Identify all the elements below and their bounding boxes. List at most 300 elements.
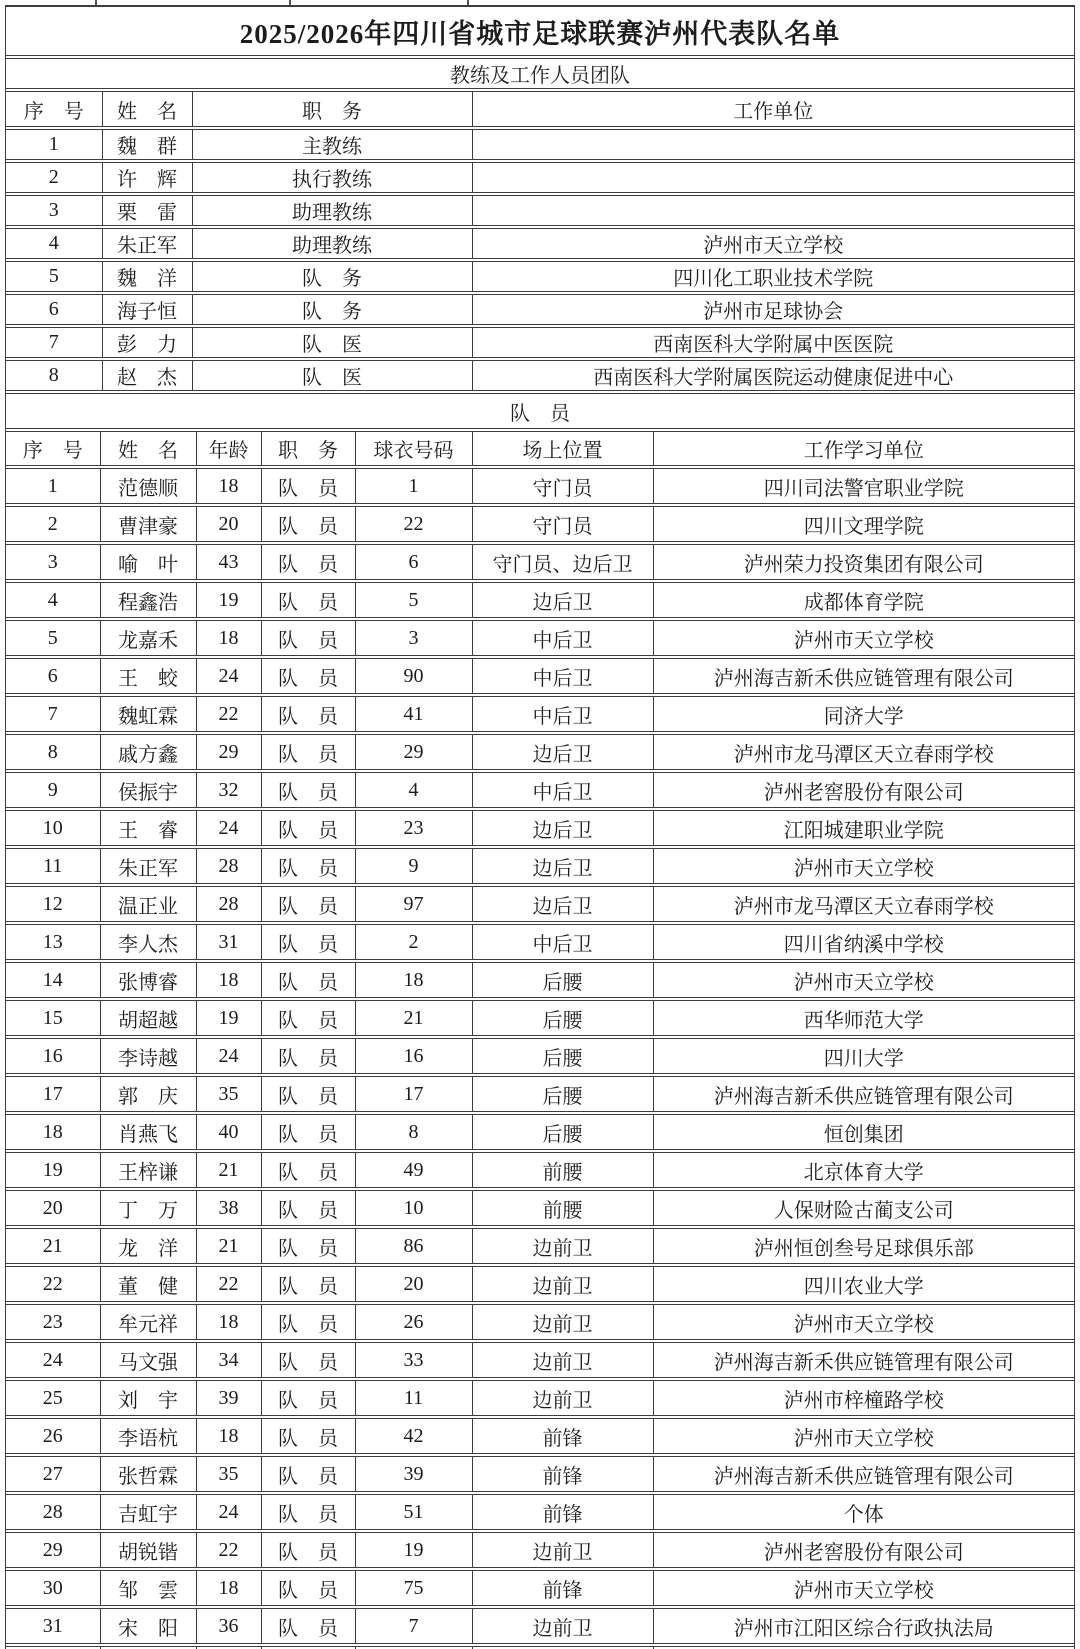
cell-no: 6: [6, 293, 102, 326]
cell-position: 中后卫: [472, 657, 653, 695]
header-cell: 工作学习单位: [653, 432, 1074, 467]
cell-role: 助理教练: [192, 194, 472, 227]
cell-unit: 江阳城建职业学院: [653, 809, 1074, 847]
cell-number: 17: [355, 1075, 472, 1113]
cell-role: 队 务: [192, 293, 472, 326]
cell-number: 2: [355, 923, 472, 961]
cell-position: 边前卫: [472, 1379, 653, 1417]
cell-age: 19: [196, 999, 261, 1037]
cell-unit: 泸州海吉新禾供应链管理有限公司: [653, 1455, 1074, 1493]
cell-age: 19: [196, 581, 261, 619]
cell-age: 20: [196, 505, 261, 543]
cell-unit: 四川大学: [653, 1037, 1074, 1075]
cell-position: 边前卫: [472, 1265, 653, 1303]
cell-age: 43: [196, 543, 261, 581]
cell-position: 中后卫: [472, 695, 653, 733]
cell-role: 助理教练: [192, 227, 472, 260]
cell-name: 喻 叶: [100, 543, 196, 581]
cell-position: 前锋: [472, 1569, 653, 1607]
table-row: [6, 1113, 1074, 1151]
cell-age: 22: [196, 695, 261, 733]
cell-unit: 泸州海吉新禾供应链管理有限公司: [653, 657, 1074, 695]
table-row: [6, 1569, 1074, 1607]
header-cell: 序 号: [6, 432, 100, 467]
cell-unit: 泸州市天立学校: [472, 227, 1074, 260]
cell-no: 2: [6, 505, 100, 543]
table-row: [6, 1455, 1074, 1493]
cell-unit: 个体: [653, 1493, 1074, 1531]
cell-name: 李人杰: [100, 923, 196, 961]
cell-role: 队 员: [261, 1189, 355, 1227]
table-row: [6, 293, 1074, 326]
cell-role: 队 员: [261, 847, 355, 885]
cell-age: 21: [196, 1151, 261, 1189]
cell-no: 4: [6, 581, 100, 619]
cell-position: 边后卫: [472, 809, 653, 847]
cell-position: 边前卫: [472, 1303, 653, 1341]
cell-name: 王 睿: [100, 809, 196, 847]
cell-name: 刘 宇: [100, 1379, 196, 1417]
cell-role: 队 员: [261, 619, 355, 657]
cell-unit: 人保财险古蔺支公司: [653, 1189, 1074, 1227]
table-row: [6, 771, 1074, 809]
cell-age: 22: [196, 1531, 261, 1569]
table-row: [6, 467, 1074, 505]
header-cell: 姓 名: [100, 432, 196, 467]
cell-number: 8: [355, 1113, 472, 1151]
table-row: [6, 999, 1074, 1037]
cell-name: 胡超越: [100, 999, 196, 1037]
cell-number: 51: [355, 1493, 472, 1531]
cell-name: 马文强: [100, 1341, 196, 1379]
cell-role: 队 员: [261, 1379, 355, 1417]
cell-age: 31: [196, 923, 261, 961]
cell-no: 25: [6, 1379, 100, 1417]
cell-name: 魏 群: [102, 128, 192, 161]
table-row: [6, 260, 1074, 293]
cell-number: 41: [355, 695, 472, 733]
cell-no: 8: [6, 733, 100, 771]
cell-unit: 西南医科大学附属中医医院: [472, 326, 1074, 359]
table-row: [6, 1037, 1074, 1075]
cell-role: 队 员: [261, 1075, 355, 1113]
table-row: [6, 326, 1074, 359]
cell-name: 魏虹霖: [100, 695, 196, 733]
cell-age: 40: [196, 1113, 261, 1151]
cell-role: 队 员: [261, 1113, 355, 1151]
table-row: [6, 1493, 1074, 1531]
cell-no: 22: [6, 1265, 100, 1303]
cell-age: 24: [196, 1037, 261, 1075]
cell-age: 38: [196, 1189, 261, 1227]
cell-unit: 北京体育大学: [653, 1151, 1074, 1189]
cell-name: 戚方鑫: [100, 733, 196, 771]
cell-role: 队 员: [261, 733, 355, 771]
cell-role: 队 员: [261, 467, 355, 505]
cell-role: 队 员: [261, 771, 355, 809]
header-cell: 工作单位: [472, 92, 1074, 128]
cell-no: 30: [6, 1569, 100, 1607]
players-section-row: [6, 394, 1074, 430]
cell-number: 6: [355, 543, 472, 581]
cell-no: 15: [6, 999, 100, 1037]
cell-name: 栗 雷: [102, 194, 192, 227]
cell-role: 队 员: [261, 1151, 355, 1189]
cell-name: 龙嘉禾: [100, 619, 196, 657]
players-header-row: [6, 432, 1074, 467]
cell-unit: 泸州市天立学校: [653, 1303, 1074, 1341]
cell-role: 队 员: [261, 543, 355, 581]
cell-number: 33: [355, 1341, 472, 1379]
cell-no: 2: [6, 161, 102, 194]
cell-name: 许 辉: [102, 161, 192, 194]
cell-role: 队 医: [192, 359, 472, 392]
cell-unit: 四川司法警官职业学院: [653, 467, 1074, 505]
cell-role: 队 员: [261, 657, 355, 695]
cell-position: 边前卫: [472, 1607, 653, 1645]
cell-no: 11: [6, 847, 100, 885]
table-row: [6, 194, 1074, 227]
cell-unit: 泸州老窖股份有限公司: [653, 771, 1074, 809]
cell-name: 宋 阳: [100, 1607, 196, 1645]
cell-position: 中后卫: [472, 619, 653, 657]
cell-no: 9: [6, 771, 100, 809]
cell-name: 范德顺: [100, 467, 196, 505]
table-row: [6, 1151, 1074, 1189]
table-row: [6, 161, 1074, 194]
cell-no: 17: [6, 1075, 100, 1113]
table-row: [6, 1303, 1074, 1341]
cell-unit: 泸州市龙马潭区天立春雨学校: [653, 885, 1074, 923]
header-cell: 职 务: [192, 92, 472, 128]
cell-unit: 泸州海吉新禾供应链管理有限公司: [653, 1075, 1074, 1113]
cell-name: 张博睿: [100, 961, 196, 999]
cell-number: 7: [355, 1607, 472, 1645]
cell-name: 龙 洋: [100, 1227, 196, 1265]
cell-number: 5: [355, 581, 472, 619]
cell-name: 朱正军: [102, 227, 192, 260]
cell-position: 边后卫: [472, 885, 653, 923]
cell-age: 35: [196, 1075, 261, 1113]
cell-name: 曹津豪: [100, 505, 196, 543]
page-title: 2025/2026年四川省城市足球联赛泸州代表队名单: [6, 7, 1074, 57]
cell-unit: 泸州市天立学校: [653, 1417, 1074, 1455]
cell-number: 29: [355, 733, 472, 771]
cell-age: 18: [196, 1569, 261, 1607]
table-row: [6, 1189, 1074, 1227]
cell-number: 75: [355, 1569, 472, 1607]
cell-age: 18: [196, 619, 261, 657]
staff-section-bar: [6, 59, 1074, 92]
cell-age: 24: [196, 657, 261, 695]
cell-role: 队 务: [192, 260, 472, 293]
cell-position: 边前卫: [472, 1531, 653, 1569]
cell-number: 42: [355, 1417, 472, 1455]
cell-age: 21: [196, 1227, 261, 1265]
cell-no: 1: [6, 128, 102, 161]
cell-unit: 泸州老窖股份有限公司: [653, 1531, 1074, 1569]
cell-name: 赵 杰: [102, 359, 192, 392]
cell-no: 23: [6, 1303, 100, 1341]
cell-age: 35: [196, 1455, 261, 1493]
table-row: [6, 505, 1074, 543]
cell-unit: 泸州市足球协会: [472, 293, 1074, 326]
cell-role: 队 员: [261, 809, 355, 847]
cell-number: 3: [355, 619, 472, 657]
players-section-bar: [6, 394, 1074, 432]
cell-age: 24: [196, 1493, 261, 1531]
cell-position: 前腰: [472, 1151, 653, 1189]
cell-number: 26: [355, 1303, 472, 1341]
cell-role: 队 员: [261, 1341, 355, 1379]
cell-position: 前锋: [472, 1455, 653, 1493]
cell-number: 90: [355, 657, 472, 695]
cell-no: 27: [6, 1455, 100, 1493]
cell-name: 张哲霖: [100, 1455, 196, 1493]
cell-position: 边后卫: [472, 847, 653, 885]
cell-name: 朱正军: [100, 847, 196, 885]
cell-no: 13: [6, 923, 100, 961]
cell-number: 97: [355, 885, 472, 923]
cell-name: 丁 万: [100, 1189, 196, 1227]
cell-name: 郭 庆: [100, 1075, 196, 1113]
cell-age: 18: [196, 1303, 261, 1341]
cell-position: 后腰: [472, 961, 653, 999]
cell-unit: 成都体育学院: [653, 581, 1074, 619]
cell-name: 王梓谦: [100, 1151, 196, 1189]
cell-number: 39: [355, 1455, 472, 1493]
cell-age: 28: [196, 885, 261, 923]
cell-name: 程鑫浩: [100, 581, 196, 619]
table-row: [6, 543, 1074, 581]
cell-role: 执行教练: [192, 161, 472, 194]
cell-no: 6: [6, 657, 100, 695]
roster-sheet: [5, 5, 1075, 1649]
table-row: [6, 619, 1074, 657]
cell-position: 后腰: [472, 1075, 653, 1113]
cell-no: 16: [6, 1037, 100, 1075]
cell-name: 温正业: [100, 885, 196, 923]
cell-no: 3: [6, 194, 102, 227]
cell-age: 36: [196, 1607, 261, 1645]
cell-position: 边后卫: [472, 581, 653, 619]
cell-unit: 西南医科大学附属医院运动健康促进中心: [472, 359, 1074, 392]
players-section-label: 队 员: [6, 394, 1074, 430]
cell-name: 胡锐锴: [100, 1531, 196, 1569]
cell-position: 前锋: [472, 1417, 653, 1455]
cell-unit: 泸州恒创叁号足球俱乐部: [653, 1227, 1074, 1265]
table-row: [6, 847, 1074, 885]
cell-no: 10: [6, 809, 100, 847]
cell-number: 9: [355, 847, 472, 885]
cell-role: 队 员: [261, 1455, 355, 1493]
cell-no: 24: [6, 1341, 100, 1379]
cell-role: 队 员: [261, 695, 355, 733]
cell-number: 22: [355, 505, 472, 543]
cell-unit: [472, 161, 1074, 194]
cell-no: 19: [6, 1151, 100, 1189]
cell-name: 侯振宇: [100, 771, 196, 809]
cell-unit: 同济大学: [653, 695, 1074, 733]
cell-role: 队 员: [261, 923, 355, 961]
cell-position: 守门员、边后卫: [472, 543, 653, 581]
cell-age: 29: [196, 733, 261, 771]
cell-name: 邹 雲: [100, 1569, 196, 1607]
cell-role: 队 员: [261, 1607, 355, 1645]
cell-no: 18: [6, 1113, 100, 1151]
table-row: [6, 885, 1074, 923]
cell-no: 8: [6, 359, 102, 392]
cell-no: 1: [6, 467, 100, 505]
cell-unit: 西华师范大学: [653, 999, 1074, 1037]
staff-section-row: [6, 59, 1074, 90]
cell-role: 队 员: [261, 1303, 355, 1341]
cell-no: 31: [6, 1607, 100, 1645]
cell-name: 魏 洋: [102, 260, 192, 293]
header-cell: 年龄: [196, 432, 261, 467]
header-cell: 职 务: [261, 432, 355, 467]
cell-number: 10: [355, 1189, 472, 1227]
cell-role: 队 医: [192, 326, 472, 359]
cell-age: 18: [196, 961, 261, 999]
table-row: [6, 581, 1074, 619]
table-row: [6, 359, 1074, 392]
cell-role: 队 员: [261, 999, 355, 1037]
staff-table: [6, 92, 1074, 394]
cell-no: 3: [6, 543, 100, 581]
cell-age: 34: [196, 1341, 261, 1379]
cell-position: 中后卫: [472, 771, 653, 809]
cell-position: 前腰: [472, 1189, 653, 1227]
cell-no: 7: [6, 326, 102, 359]
cell-unit: 泸州市江阳区综合行政执法局: [653, 1607, 1074, 1645]
cell-unit: 泸州海吉新禾供应链管理有限公司: [653, 1341, 1074, 1379]
cell-no: 7: [6, 695, 100, 733]
cell-age: 28: [196, 847, 261, 885]
cell-no: 5: [6, 619, 100, 657]
cell-unit: 四川农业大学: [653, 1265, 1074, 1303]
cell-name: 肖燕飞: [100, 1113, 196, 1151]
cell-age: 32: [196, 771, 261, 809]
cell-no: 26: [6, 1417, 100, 1455]
cell-role: 队 员: [261, 1037, 355, 1075]
table-row: [6, 733, 1074, 771]
cell-unit: [472, 194, 1074, 227]
cell-age: 24: [196, 809, 261, 847]
cell-number: 16: [355, 1037, 472, 1075]
cell-no: 20: [6, 1189, 100, 1227]
cell-position: 守门员: [472, 505, 653, 543]
cell-unit: 恒创集团: [653, 1113, 1074, 1151]
table-row: [6, 809, 1074, 847]
cell-unit: [472, 128, 1074, 161]
header-cell: 球衣号码: [355, 432, 472, 467]
cell-name: 牟元祥: [100, 1303, 196, 1341]
cell-no: 29: [6, 1531, 100, 1569]
cell-unit: 泸州市天立学校: [653, 847, 1074, 885]
cell-position: 后腰: [472, 1037, 653, 1075]
cell-unit: 泸州市天立学校: [653, 619, 1074, 657]
cell-position: 中后卫: [472, 923, 653, 961]
cell-name: 李语杭: [100, 1417, 196, 1455]
table-row: [6, 1531, 1074, 1569]
table-row: [6, 128, 1074, 161]
table-row: [6, 657, 1074, 695]
cell-position: 前锋: [472, 1493, 653, 1531]
cell-no: 21: [6, 1227, 100, 1265]
cell-number: 11: [355, 1379, 472, 1417]
cell-role: 队 员: [261, 1569, 355, 1607]
cell-unit: 四川省纳溪中学校: [653, 923, 1074, 961]
staff-table-body: [6, 128, 1074, 392]
cell-name: 李诗越: [100, 1037, 196, 1075]
cell-number: 86: [355, 1227, 472, 1265]
table-row: [6, 1227, 1074, 1265]
title-row: [6, 7, 1074, 57]
cell-unit: 四川化工职业技术学院: [472, 260, 1074, 293]
table-row: [6, 695, 1074, 733]
header-cell: 场上位置: [472, 432, 653, 467]
table-row: [6, 1417, 1074, 1455]
cell-number: 49: [355, 1151, 472, 1189]
cell-unit: 泸州荣力投资集团有限公司: [653, 543, 1074, 581]
cell-role: 队 员: [261, 1417, 355, 1455]
cell-number: 18: [355, 961, 472, 999]
cell-number: 20: [355, 1265, 472, 1303]
title-table: [6, 7, 1074, 59]
cell-role: 队 员: [261, 1531, 355, 1569]
cell-role: 主教练: [192, 128, 472, 161]
cell-role: 队 员: [261, 1493, 355, 1531]
cell-name: 彭 力: [102, 326, 192, 359]
cell-unit: 泸州市天立学校: [653, 961, 1074, 999]
header-cell: 姓 名: [102, 92, 192, 128]
table-row: [6, 1265, 1074, 1303]
table-row: [6, 1607, 1074, 1645]
cell-unit: 泸州市龙马潭区天立春雨学校: [653, 733, 1074, 771]
cell-position: 边前卫: [472, 1341, 653, 1379]
cell-age: 22: [196, 1265, 261, 1303]
cell-no: 12: [6, 885, 100, 923]
cell-position: 后腰: [472, 999, 653, 1037]
cell-role: 队 员: [261, 1227, 355, 1265]
cell-number: 23: [355, 809, 472, 847]
cell-age: 18: [196, 1417, 261, 1455]
cell-position: 守门员: [472, 467, 653, 505]
table-row: [6, 227, 1074, 260]
cell-age: 39: [196, 1379, 261, 1417]
cell-number: 21: [355, 999, 472, 1037]
cell-position: 边后卫: [472, 733, 653, 771]
cell-number: 19: [355, 1531, 472, 1569]
cell-name: 王 蛟: [100, 657, 196, 695]
cell-name: 董 健: [100, 1265, 196, 1303]
cell-position: 边前卫: [472, 1227, 653, 1265]
players-table: [6, 432, 1074, 1647]
cell-name: 吉虹宇: [100, 1493, 196, 1531]
cell-position: 后腰: [472, 1113, 653, 1151]
cell-no: 5: [6, 260, 102, 293]
cell-unit: 泸州市天立学校: [653, 1569, 1074, 1607]
cell-role: 队 员: [261, 961, 355, 999]
table-row: [6, 1341, 1074, 1379]
cell-role: 队 员: [261, 581, 355, 619]
cell-name: 海子恒: [102, 293, 192, 326]
cell-unit: 泸州市梓橦路学校: [653, 1379, 1074, 1417]
cell-unit: 四川文理学院: [653, 505, 1074, 543]
table-row: [6, 1075, 1074, 1113]
cell-age: 18: [196, 467, 261, 505]
